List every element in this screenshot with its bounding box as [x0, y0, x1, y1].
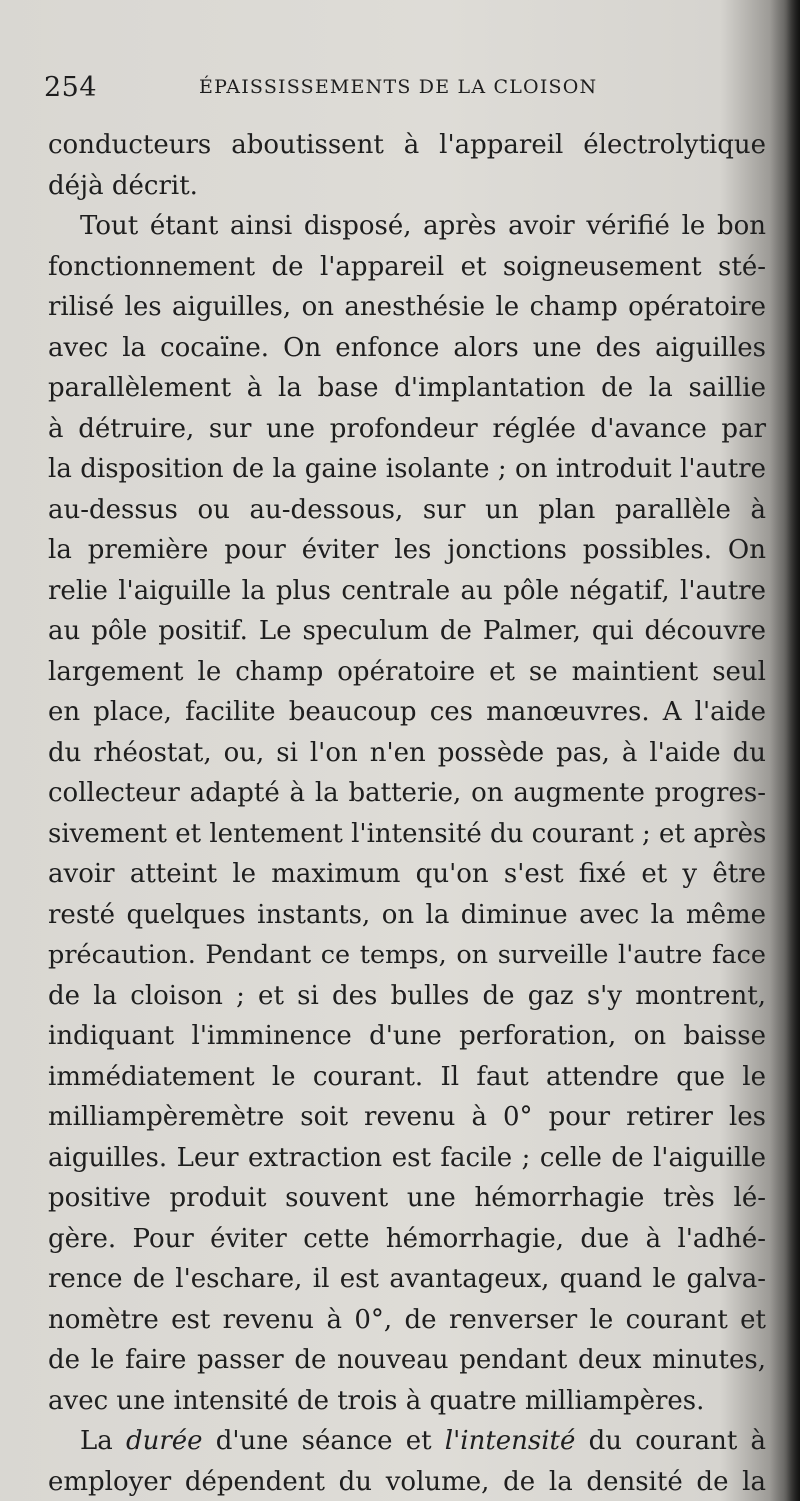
text-line: employer dépendent du volume, de la densité de la	[48, 1466, 766, 1497]
text-line: immédiatement le courant. Il faut attendre que le	[48, 1061, 766, 1092]
text-line: collecteur adapté à la batterie, on augmente progres-	[48, 778, 766, 808]
text-line: aiguilles. Leur extraction est facile ; celle de l'aiguille	[48, 1142, 766, 1173]
text-line: à détruire, sur une profondeur réglée d'avance par	[48, 413, 766, 444]
body-text	[48, 125, 766, 1501]
text-line: parallèlement à la base d'implantation de la saillie	[48, 373, 766, 403]
text-line: resté quelques instants, on la diminue avec la même	[48, 899, 766, 930]
text-line: au pôle positif. Le speculum de Palmer, qui découvre	[48, 616, 766, 646]
running-head	[44, 72, 744, 108]
text-line: positive produit souvent une hémorrhagie très lé-	[48, 1183, 766, 1213]
text-line: indiquant l'imminence d'une perforation, on baisse	[48, 1021, 766, 1051]
text-line: gère. Pour éviter cette hémorrhagie, due à l'adhé-	[48, 1223, 766, 1254]
text-line: la première pour éviter les jonctions possibles. On	[48, 535, 766, 565]
text-line: milliampèremètre soit revenu à 0° pour retirer les	[48, 1102, 766, 1132]
text-line: Tout étant ainsi disposé, après avoir vérifié le bon	[80, 211, 766, 241]
text-line: la disposition de la gaine isolante ; on introduit l'autre	[48, 454, 766, 484]
text-line: au-dessus ou au-dessous, sur un plan parallèle à	[48, 494, 766, 525]
text-fragment: du courant à	[575, 1426, 766, 1456]
text-line: du rhéostat, ou, si l'on n'en possède pas, à l'aide du	[48, 737, 766, 768]
text-line: de le faire passer de nouveau pendant deux minutes,	[48, 1345, 766, 1375]
text-line-italic-terms	[48, 1421, 766, 1462]
italic-term-intensite: l'intensité	[444, 1426, 576, 1456]
text-line: relie l'aiguille la plus centrale au pôle négatif, l'autre	[48, 575, 766, 606]
text-line: avec la cocaïne. On enfonce alors une des aiguilles	[48, 332, 766, 363]
text-line: rilisé les aiguilles, on anesthésie le champ opératoire	[48, 292, 766, 322]
text-line: conducteurs aboutissent à l'appareil électrolytique	[48, 130, 766, 160]
page-number: 254	[44, 72, 98, 103]
text-line: de la cloison ; et si des bulles de gaz s'y montrent,	[48, 980, 766, 1011]
text-line: avec une intensité de trois à quatre milliampères.	[48, 1385, 705, 1416]
text-line: largement le champ opératoire et se maintient seul	[48, 656, 766, 687]
text-line: avoir atteint le maximum qu'on s'est fixé et y être	[48, 859, 766, 889]
text-line: nomètre est revenu à 0°, de renverser le courant et	[48, 1304, 766, 1335]
text-line: en place, facilite beaucoup ces manœuvres. A l'aide	[48, 697, 766, 727]
text-line: précaution. Pendant ce temps, on surveille l'autre face	[48, 940, 766, 970]
text-fragment: d'une séance et	[202, 1426, 445, 1456]
italic-term-duree: durée	[125, 1426, 203, 1456]
text-line: déjà décrit.	[48, 170, 198, 201]
text-line: rence de l'eschare, il est avantageux, quand le galva-	[48, 1264, 766, 1294]
running-title: ÉPAISSISSEMENTS DE LA CLOISON	[199, 76, 598, 98]
text-line: fonctionnement de l'appareil et soigneusement sté-	[48, 251, 766, 282]
text-line: sivement et lentement l'intensité du courant ; et après	[48, 818, 767, 849]
text-fragment: La	[80, 1426, 126, 1456]
